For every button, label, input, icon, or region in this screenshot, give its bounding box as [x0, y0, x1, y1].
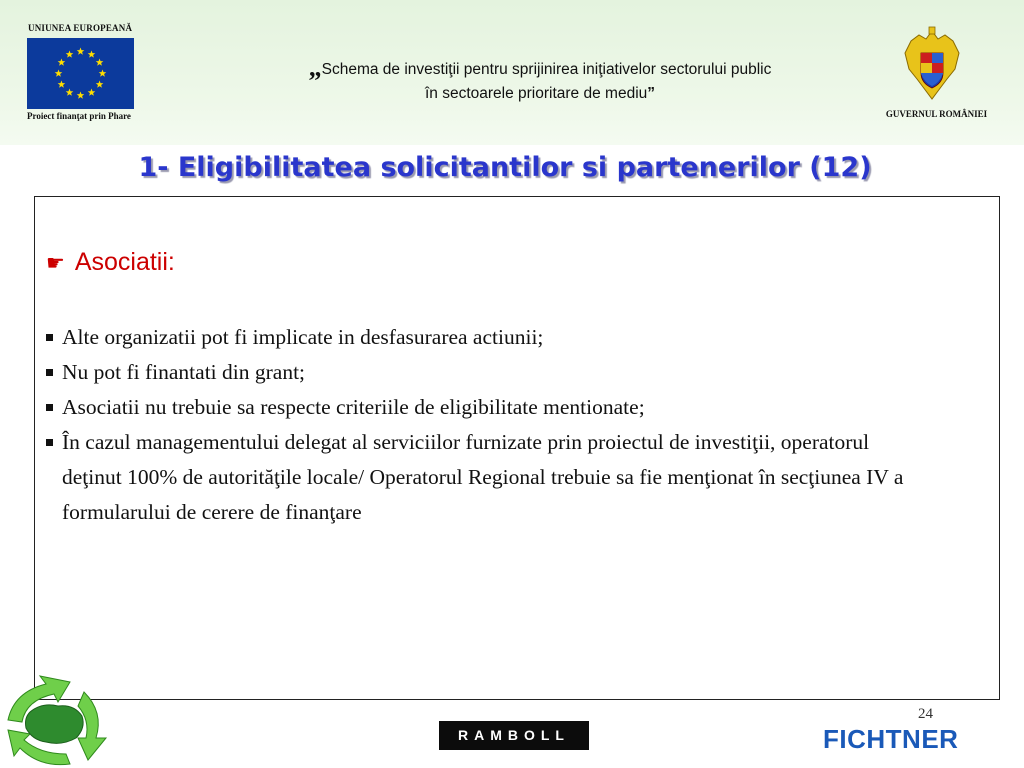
list-item: [46, 320, 986, 355]
page-number: 24: [918, 706, 933, 722]
bullet-square-icon: [46, 334, 53, 341]
eu-flag-icon: [27, 38, 134, 109]
list-item: [46, 425, 917, 530]
bullet-square-icon: [46, 369, 53, 376]
list-item: [46, 390, 986, 425]
bullet-square-icon: [46, 404, 53, 411]
bullet-square-icon: [46, 439, 53, 446]
quote-close: ”: [647, 85, 656, 102]
slide-title: 1- Eligibilitatea solicitantilor si partenerilor (12): [138, 152, 872, 183]
eu-label: UNIUNEA EUROPEANĂ: [28, 23, 133, 33]
scheme-title-line2: [190, 82, 890, 106]
content-box: [34, 196, 1000, 700]
section-heading: [46, 248, 175, 277]
list-item-text: Alte organizatii pot fi implicate in desfasurarea actiunii;: [62, 325, 544, 349]
list-item-text: În cazul managementului delegat al serviciilor furnizate prin proiectul de investiţii, operatorul deţinut 100% de autorităţile locale/ Operatorul Regional trebuie sa fie menţionat în secţiunea IV a formularului de cerere de finanţare: [62, 430, 904, 524]
eu-footer-label: Proiect finanţat prin Phare: [27, 111, 131, 121]
scheme-title-text2: în sectoarele prioritare de mediu: [424, 85, 648, 102]
list-item-text: Asociatii nu trebuie sa respecte criteriile de eligibilitate mentionate;: [62, 395, 645, 419]
recycle-map-icon: [0, 672, 112, 768]
list-item: [46, 355, 986, 390]
romanian-coat-of-arms-icon: [899, 25, 965, 103]
bullet-list: [46, 320, 986, 530]
fichtner-logo: FICHTNER: [823, 724, 959, 754]
quote-open: „: [308, 53, 322, 82]
section-heading-text: Asociatii:: [74, 248, 175, 276]
scheme-title-text1: Schema de investiţii pentru sprijinirea iniţiativelor sectorului public: [321, 61, 772, 78]
pointing-hand-icon: ☛: [46, 251, 65, 275]
scheme-title-line1: [190, 53, 890, 82]
gov-label: GUVERNUL ROMÂNIEI: [885, 109, 988, 119]
list-item-text: Nu pot fi finantati din grant;: [62, 360, 306, 384]
scheme-title: [190, 53, 890, 106]
ramboll-logo: RAMBOLL: [439, 721, 589, 750]
